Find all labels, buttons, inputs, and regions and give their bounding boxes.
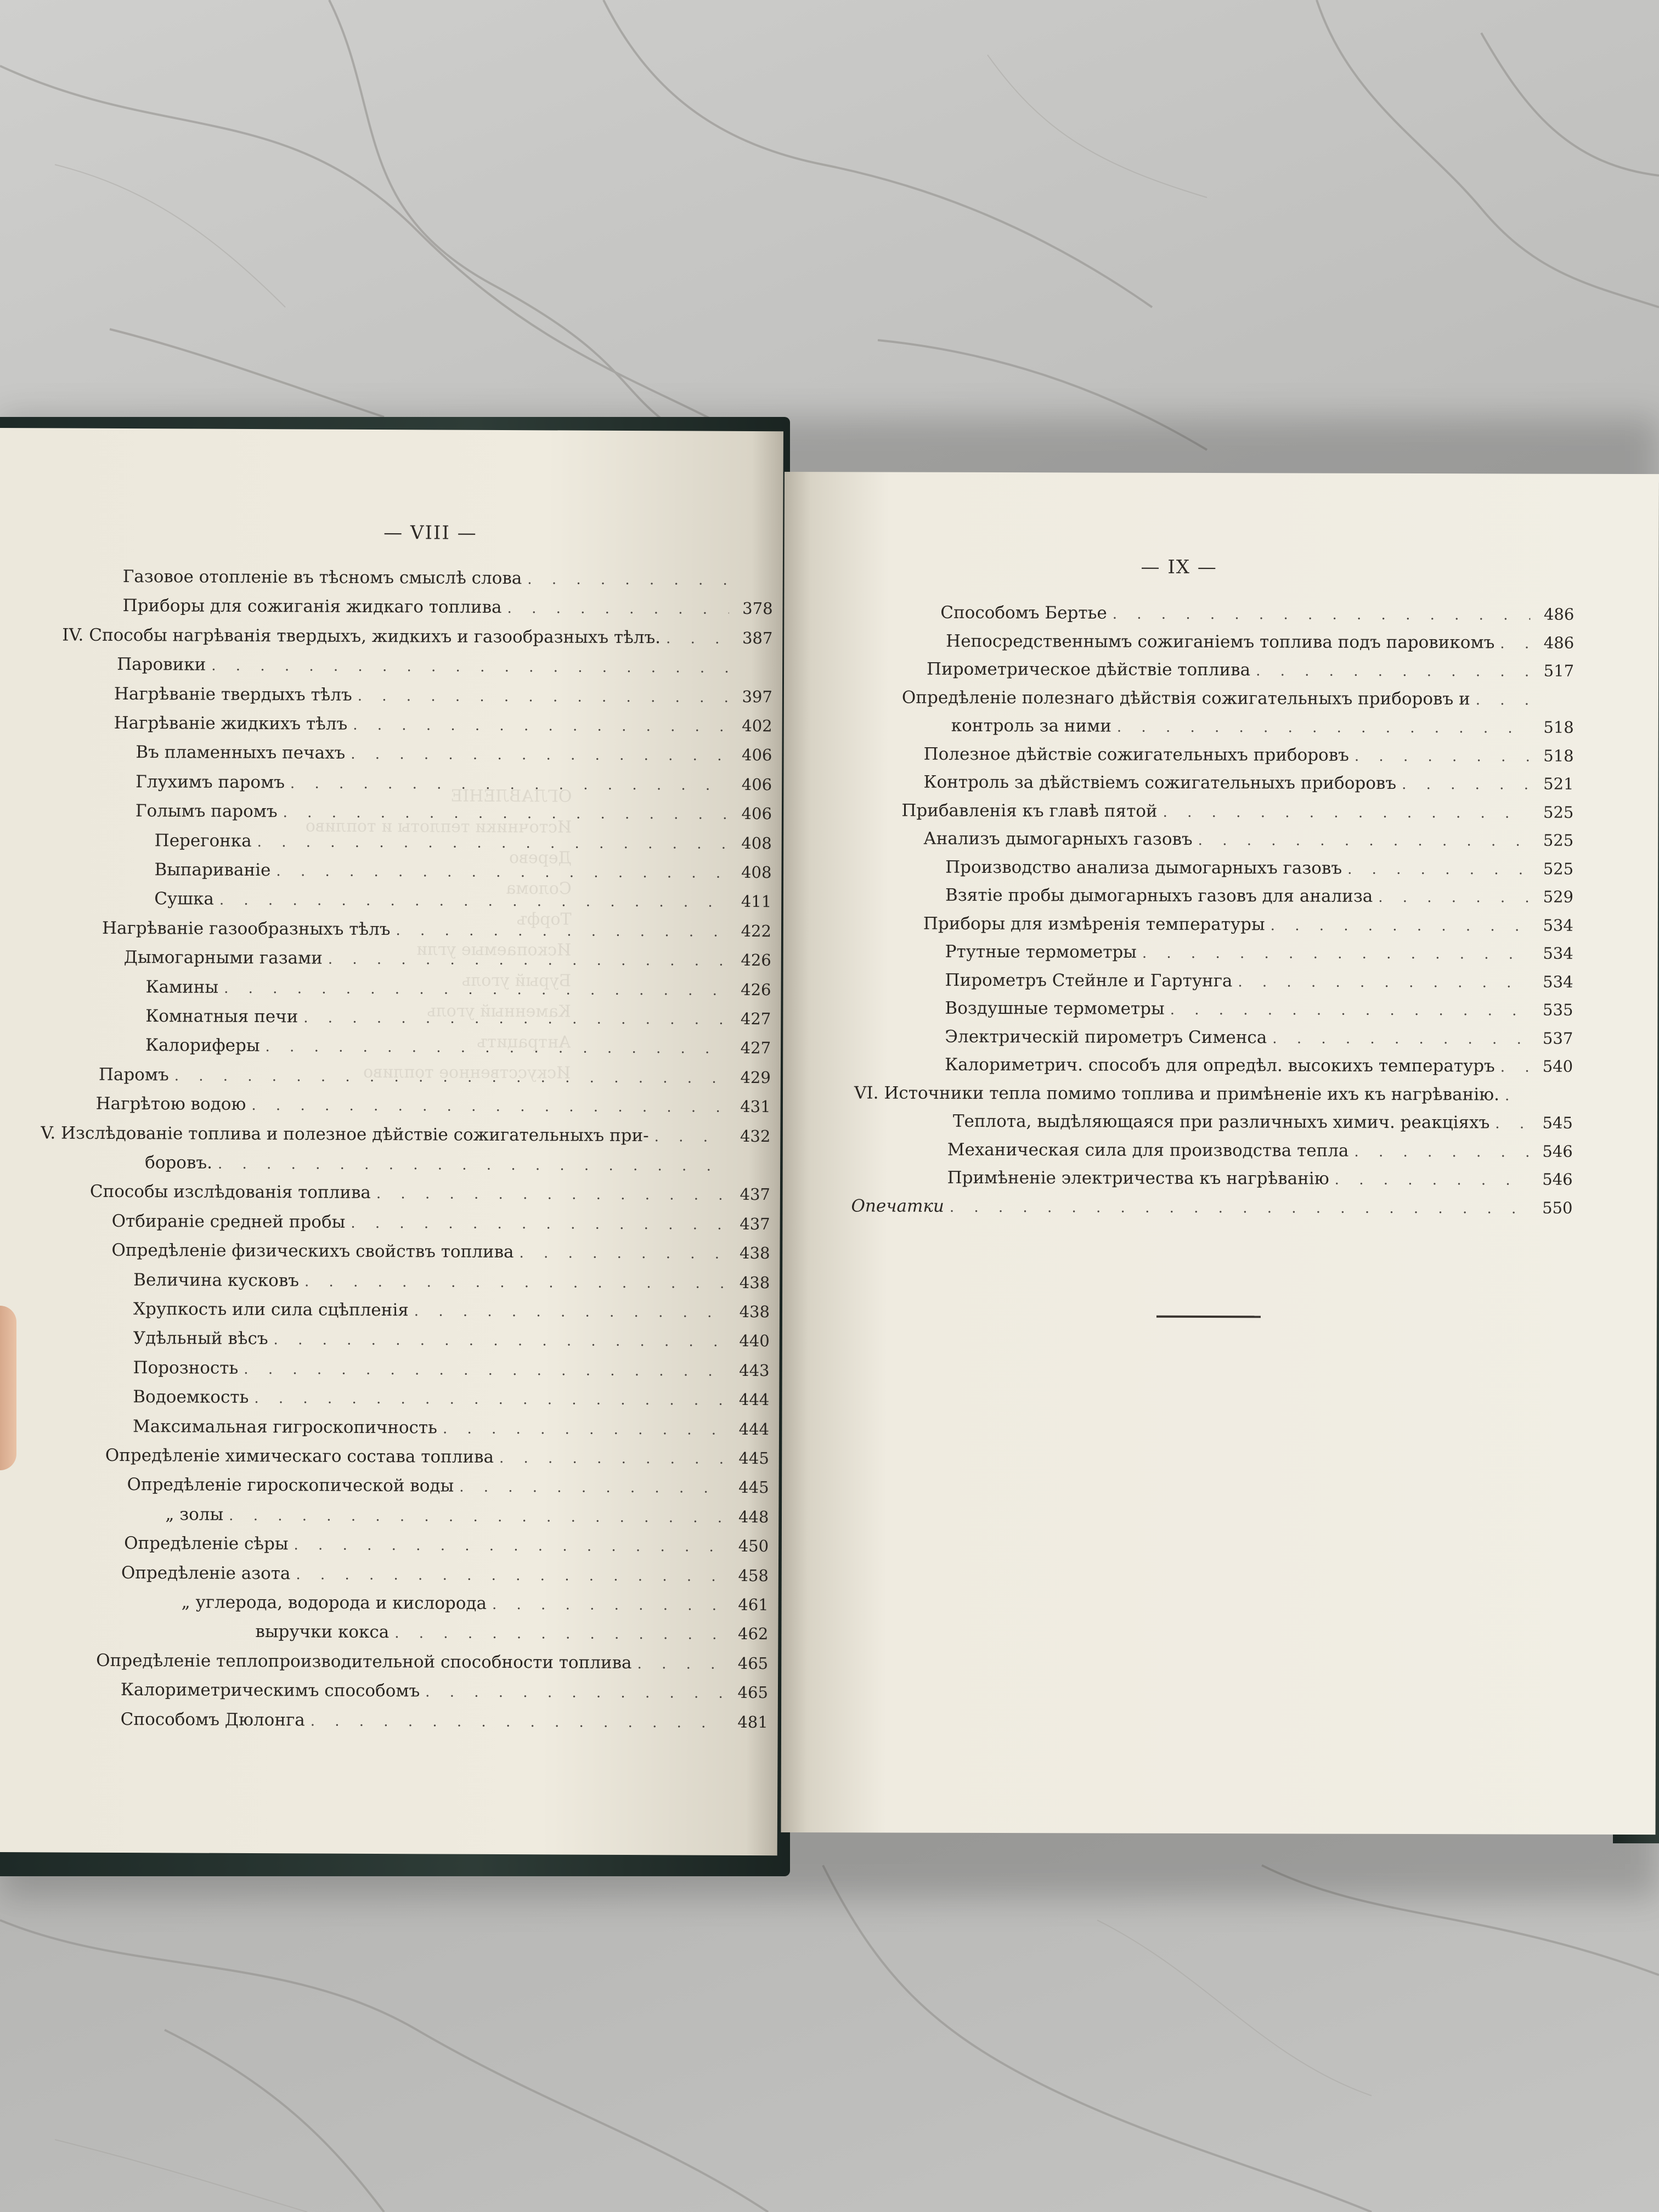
- page-header: — IX —: [1141, 556, 1217, 579]
- toc-entry-title: Опредѣленіе химическаго состава топлива: [105, 1445, 494, 1467]
- toc-entry: [145, 1035, 771, 1060]
- dot-leader: [950, 1196, 1529, 1220]
- toc-entry: [182, 1591, 769, 1617]
- toc-entry: [165, 1503, 769, 1529]
- toc-page-number: 534: [1543, 972, 1573, 991]
- toc-entry: [96, 1093, 771, 1119]
- toc-entry: [41, 1122, 770, 1148]
- toc-entry-title: Приборы для измѣренія температуры: [923, 913, 1265, 934]
- toc-entry-title: Нагрѣваніе газообразныхъ тѣлъ: [101, 918, 391, 939]
- toc-entry-title: „ золы: [165, 1504, 224, 1525]
- dot-leader: [219, 889, 728, 913]
- toc-entry-title: Въ пламенныхъ печахъ: [136, 742, 346, 764]
- dot-leader: [353, 714, 729, 738]
- toc-entry: [951, 715, 1574, 740]
- toc-entry: [851, 1195, 1572, 1220]
- dot-leader: [1347, 858, 1530, 881]
- dot-leader: [396, 919, 727, 943]
- dot-leader: [1505, 1085, 1529, 1107]
- toc-entry: [945, 884, 1573, 909]
- toc-entry: [154, 888, 771, 914]
- toc-page-number: 431: [740, 1097, 771, 1116]
- dot-leader: [1142, 943, 1530, 966]
- dot-leader: [251, 1094, 726, 1119]
- toc-page-number: 462: [737, 1624, 769, 1644]
- toc-entry-title: V. Изслѣдованіе топлива и полезное дѣйствіе сожигательныхъ при-: [41, 1122, 649, 1146]
- toc-entry: [121, 1679, 768, 1705]
- right-page: [781, 472, 1659, 1835]
- toc-entry-title: „ углерода, водорода и кислорода: [181, 1592, 487, 1613]
- toc-entry-title: контроль за ними: [951, 715, 1111, 736]
- toc-entry: [940, 602, 1574, 627]
- toc-entry-title: выручки кокса: [255, 1622, 390, 1643]
- toc-entry: [947, 1167, 1573, 1192]
- toc-page-number: 486: [1543, 605, 1575, 624]
- dot-leader: [254, 1387, 725, 1412]
- toc-entry: [123, 566, 773, 591]
- dot-leader: [527, 568, 729, 591]
- toc-entry-title: Сушка: [154, 889, 214, 910]
- toc-entry-title: Опредѣленіе азота: [121, 1562, 291, 1583]
- toc-entry: [145, 1152, 770, 1177]
- toc-page-number: 481: [737, 1712, 768, 1731]
- dot-leader: [1495, 1113, 1529, 1135]
- toc-entry: [945, 1025, 1573, 1050]
- dot-leader: [218, 1153, 726, 1177]
- dot-leader: [1117, 716, 1530, 740]
- toc-page-number: 518: [1543, 746, 1574, 765]
- dot-leader: [303, 1007, 727, 1030]
- dot-leader: [654, 1126, 727, 1148]
- toc-page-number: 438: [739, 1273, 770, 1292]
- toc-page-number: 517: [1543, 661, 1575, 680]
- dot-leader: [459, 1476, 725, 1499]
- toc-entry: [105, 1444, 769, 1470]
- toc-entry: [133, 1327, 770, 1353]
- toc-page-number: 402: [742, 716, 772, 736]
- dot-leader: [229, 1505, 725, 1529]
- toc-entry-title: Максимальная гигроскопичность: [132, 1416, 438, 1438]
- toc-entry-title: Непосредственнымъ сожиганіемъ топлива подъ паровикомъ: [946, 631, 1495, 652]
- toc-page-number: 406: [741, 775, 772, 794]
- toc-page-number: 518: [1543, 718, 1574, 737]
- toc-entry-title: IV. Способы нагрѣванія твердыхъ, жидкихъ и газообразныхъ тѣлъ.: [62, 625, 661, 648]
- toc-page-number: 426: [741, 980, 771, 999]
- toc-entry: [133, 1415, 769, 1441]
- page-header: — VIII —: [383, 522, 477, 544]
- toc-entry-title: VI. Источники тепла помимо топлива и примѣненіе ихъ къ нагрѣванію.: [854, 1082, 1500, 1104]
- toc-entry: [923, 912, 1573, 937]
- dot-leader: [1355, 745, 1530, 768]
- toc-page-number: 535: [1543, 1000, 1573, 1019]
- toc-page-number: 408: [741, 862, 772, 882]
- toc-page-number: 438: [739, 1302, 770, 1322]
- dot-leader: [1402, 774, 1530, 796]
- dot-leader: [274, 1329, 726, 1353]
- toc-entry-title: Прибавленія къ главѣ пятой: [901, 800, 1158, 821]
- dot-leader: [257, 831, 728, 855]
- hand-holding-page: [0, 1306, 16, 1470]
- toc-entry-title: Контроль за дѣйствіемъ сожигательныхъ приборовъ: [923, 772, 1397, 793]
- dot-leader: [1238, 971, 1529, 994]
- toc-entry: [155, 830, 772, 855]
- dot-leader: [211, 655, 729, 679]
- toc-page-number: 534: [1543, 916, 1573, 935]
- toc-entry: [136, 800, 772, 826]
- toc-page-number: 534: [1543, 944, 1573, 963]
- dot-leader: [1500, 633, 1530, 654]
- toc-entry: [255, 1621, 768, 1646]
- toc-page-number: 525: [1543, 803, 1574, 822]
- toc-entry: [114, 712, 772, 738]
- toc-entry-title: Дымогарными газами: [123, 947, 323, 968]
- dot-leader: [1256, 660, 1530, 682]
- dot-leader: [1163, 801, 1530, 824]
- toc-entry: [136, 771, 772, 797]
- toc-entry-title: Производство анализа дымогарныхъ газовъ: [945, 857, 1342, 878]
- toc-entry: [133, 1357, 769, 1383]
- toc-page-number: 438: [740, 1244, 770, 1263]
- toc-entry: [945, 969, 1573, 994]
- dot-leader: [376, 1183, 726, 1206]
- toc-entry: [145, 976, 771, 1002]
- toc-page-number: 546: [1542, 1170, 1573, 1189]
- toc-entry: [127, 1474, 769, 1499]
- toc-entry-title: Нагрѣваніе жидкихъ тѣлъ: [114, 713, 348, 734]
- toc-page-number: 387: [742, 628, 773, 647]
- dot-leader: [1198, 830, 1530, 853]
- toc-page-number: 521: [1543, 774, 1574, 793]
- toc-entry-title: Водоемкость: [133, 1387, 249, 1408]
- toc-entry-title: Воздушные термометры: [945, 998, 1165, 1019]
- dot-leader: [394, 1623, 724, 1646]
- toc-entry-title: Нагрѣваніе твердыхъ тѣлъ: [114, 684, 352, 705]
- toc-entry: [901, 799, 1573, 824]
- dot-leader: [283, 802, 728, 826]
- dot-leader: [1272, 1028, 1529, 1050]
- dot-leader: [519, 1242, 726, 1265]
- toc-entry-title: Паромъ: [98, 1064, 169, 1085]
- dot-leader: [351, 1212, 726, 1236]
- toc-entry: [136, 741, 772, 767]
- toc-page-number: 540: [1542, 1057, 1573, 1076]
- dot-leader: [1335, 1169, 1529, 1192]
- dot-leader: [1354, 1141, 1528, 1163]
- toc-page-number: 445: [738, 1478, 769, 1497]
- toc-entry-title: Опредѣленіе полезнаго дѣйствія сожигательныхъ приборовъ и: [901, 687, 1470, 709]
- toc-entry-title: Голымъ паромъ: [135, 801, 278, 822]
- toc-entry-title: Способомъ Дюлонга: [120, 1709, 305, 1730]
- toc-page-number: 445: [738, 1448, 769, 1468]
- toc-entry: [96, 1650, 768, 1675]
- toc-page-number: 426: [741, 951, 771, 970]
- toc-entry-title: Газовое отопленіе въ тѣсномъ смыслѣ слова: [122, 566, 522, 589]
- toc-entry-title: Пирометрическое дѣйствіе топлива: [927, 659, 1251, 680]
- toc-entry: [854, 1082, 1573, 1107]
- toc-page-number: 378: [742, 599, 773, 618]
- toc-page-number: 550: [1542, 1198, 1573, 1217]
- toc-entry: [133, 1298, 770, 1324]
- toc-entry-title: Порозность: [133, 1357, 239, 1378]
- toc-entry: [945, 1054, 1573, 1079]
- toc-page-number: 406: [741, 804, 772, 823]
- toc-page-number: 461: [738, 1595, 769, 1615]
- dot-leader: [637, 1653, 724, 1675]
- toc-entry: [154, 859, 771, 884]
- toc-page-number: 408: [741, 833, 772, 853]
- toc-entry: [124, 946, 771, 972]
- toc-entry: [133, 1386, 769, 1412]
- toc-entry-title: Опредѣленіе сѣры: [124, 1533, 289, 1554]
- toc-entry-title: Электрическій пирометръ Сименса: [945, 1026, 1267, 1047]
- toc-page-number: 448: [738, 1507, 769, 1526]
- dot-leader: [224, 977, 727, 1001]
- toc-page-number: 450: [738, 1537, 769, 1556]
- toc-entry: [121, 1562, 769, 1588]
- dot-leader: [425, 1681, 724, 1705]
- toc-entry-title: Теплота, выдѣляющаяся при различныхъ химич. реакціяхъ: [952, 1111, 1490, 1133]
- toc-page-number: 397: [742, 687, 772, 706]
- toc-entry-title: Примѣненіе электричества къ нагрѣванію: [947, 1167, 1329, 1189]
- dot-leader: [244, 1358, 725, 1383]
- toc-page-number: 427: [740, 1009, 771, 1029]
- toc-page-number: 432: [740, 1126, 771, 1146]
- toc-entry: [122, 595, 772, 620]
- toc-entry-title: Способомъ Бертье: [940, 602, 1107, 623]
- toc-page-number: 465: [737, 1654, 769, 1673]
- end-rule: [1156, 1316, 1261, 1318]
- toc-entry-title: Перегонка: [154, 830, 252, 851]
- dot-leader: [1500, 1056, 1529, 1078]
- toc-entry: [945, 856, 1573, 881]
- toc-page-number: 429: [740, 1068, 771, 1087]
- toc-entry-title: Отбираніе средней пробы: [111, 1211, 346, 1232]
- toc-page-number: 406: [741, 746, 772, 765]
- toc-entry: [114, 683, 772, 709]
- dot-leader: [666, 628, 729, 650]
- toc-entry-title: Величина кусковъ: [133, 1269, 300, 1290]
- toc-page-number: 444: [738, 1419, 770, 1438]
- toc-entry: [133, 1269, 770, 1295]
- toc-entry: [945, 941, 1573, 966]
- toc-entry-title: Пирометръ Стейнле и Гартунга: [945, 970, 1233, 991]
- dot-leader: [304, 1271, 726, 1294]
- toc-entry-title: Камины: [145, 977, 219, 997]
- toc-entry-title: Взятіе пробы дымогарныхъ газовъ для анализа: [945, 885, 1373, 906]
- toc-entry: [111, 1239, 770, 1265]
- toc-entry-title: Опечатки: [851, 1195, 944, 1216]
- toc-entry: [145, 1005, 771, 1031]
- dot-leader: [1113, 603, 1531, 627]
- toc-entry-title: Калориметрическимъ способомъ: [120, 1680, 420, 1701]
- toc-entry-title: Ртутные термометры: [945, 941, 1137, 962]
- toc-entry: [117, 653, 772, 679]
- toc-page-number: 537: [1542, 1029, 1573, 1048]
- toc-entry: [62, 624, 772, 650]
- dot-leader: [443, 1418, 725, 1441]
- toc-page-number: 437: [740, 1214, 770, 1233]
- toc-page-number: 545: [1542, 1113, 1573, 1132]
- toc-entry-title: Хрупкость или сила сцѣпленія: [133, 1299, 409, 1321]
- toc-entry: [923, 828, 1573, 853]
- dot-leader: [492, 1594, 725, 1617]
- toc-entry-title: Выпариваніе: [154, 860, 271, 881]
- toc-entry-title: Способы изслѣдованія топлива: [89, 1182, 371, 1203]
- toc-entry-title: Анализъ дымогарныхъ газовъ: [923, 828, 1193, 849]
- dot-leader: [1378, 887, 1530, 909]
- toc-page-number: 443: [739, 1361, 770, 1380]
- toc-entry: [102, 917, 771, 943]
- toc-page-number: 486: [1543, 633, 1575, 652]
- dot-leader: [265, 1036, 727, 1060]
- toc-page-number: 427: [740, 1039, 771, 1058]
- toc-entry: [924, 743, 1574, 768]
- toc-entry: [124, 1532, 769, 1558]
- bleed-through-text: ОГЛАВЛЕНІЕ Источники теплоты и топливо Дерево Солома Торфъ Ископаемые угли Бурый уголь Каменный уголь Антрацитъ Искусственное топливо: [305, 786, 572, 1083]
- dot-leader: [414, 1300, 726, 1323]
- dot-leader: [507, 597, 729, 620]
- toc-entry-title: Опредѣленіе гироскопической воды: [127, 1475, 454, 1497]
- toc-entry-title: Комнатныя печи: [145, 1006, 298, 1027]
- toc-page-number: 525: [1543, 831, 1574, 850]
- toc-entry-title: Полезное дѣйствіе сожигательныхъ приборовъ: [923, 744, 1349, 765]
- toc-entry: [945, 997, 1573, 1022]
- toc-entry: [947, 1138, 1573, 1163]
- toc-entry: [946, 630, 1574, 654]
- toc-page-number: 546: [1542, 1142, 1573, 1161]
- toc-page-number: 525: [1543, 859, 1574, 878]
- toc-entry-title: Приборы для сожиганія жидкаго топлива: [122, 596, 502, 618]
- dot-leader: [1271, 915, 1530, 937]
- toc-entry: [121, 1708, 768, 1734]
- toc-entry-title: Калориферы: [145, 1035, 260, 1056]
- toc-entry-title: Опредѣленіе теплопроизводительной способности топлива: [96, 1650, 632, 1673]
- toc-entry: [927, 658, 1574, 683]
- toc-entry: [99, 1064, 771, 1090]
- toc-entry-title: Механическая сила для производства тепла: [947, 1139, 1349, 1161]
- toc-entry: [953, 1110, 1573, 1135]
- dot-leader: [328, 949, 727, 972]
- dot-leader: [296, 1564, 725, 1587]
- toc-entry: [923, 771, 1573, 796]
- dot-leader: [174, 1065, 727, 1089]
- toc-entry: [90, 1181, 770, 1206]
- toc-entry-title: Калориметрич. способъ для опредѣл. высокихъ температуръ: [945, 1054, 1495, 1076]
- dot-leader: [499, 1447, 725, 1470]
- dot-leader: [290, 772, 728, 796]
- toc-entry-title: боровъ.: [145, 1153, 213, 1173]
- toc-page-number: 458: [738, 1566, 769, 1585]
- toc-entry-title: Нагрѣтою водою: [95, 1093, 246, 1115]
- dot-leader: [358, 685, 729, 708]
- toc-page-number: 444: [738, 1390, 770, 1409]
- dot-leader: [351, 743, 728, 767]
- dot-leader: [276, 860, 727, 884]
- toc-page-number: 411: [741, 892, 772, 911]
- toc-page-number: 440: [739, 1331, 770, 1351]
- toc-page-number: 422: [741, 921, 772, 940]
- toc-entry: [112, 1210, 770, 1236]
- dot-leader: [1476, 689, 1530, 711]
- dot-leader: [311, 1710, 724, 1734]
- toc-entry-title: Глухимъ паромъ: [136, 771, 285, 793]
- dot-leader: [294, 1534, 725, 1558]
- toc-entry-title: Удѣльный вѣсъ: [133, 1328, 268, 1349]
- toc-page-number: 529: [1543, 887, 1574, 906]
- toc-entry-title: Опредѣленіе физическихъ свойствъ топлива: [111, 1240, 514, 1262]
- toc-page-number: 465: [737, 1683, 769, 1702]
- left-page: [0, 428, 783, 1855]
- toc-entry: [902, 686, 1574, 711]
- toc-page-number: 437: [740, 1185, 770, 1204]
- toc-entry-title: Паровики: [117, 654, 206, 675]
- dot-leader: [1170, 999, 1530, 1022]
